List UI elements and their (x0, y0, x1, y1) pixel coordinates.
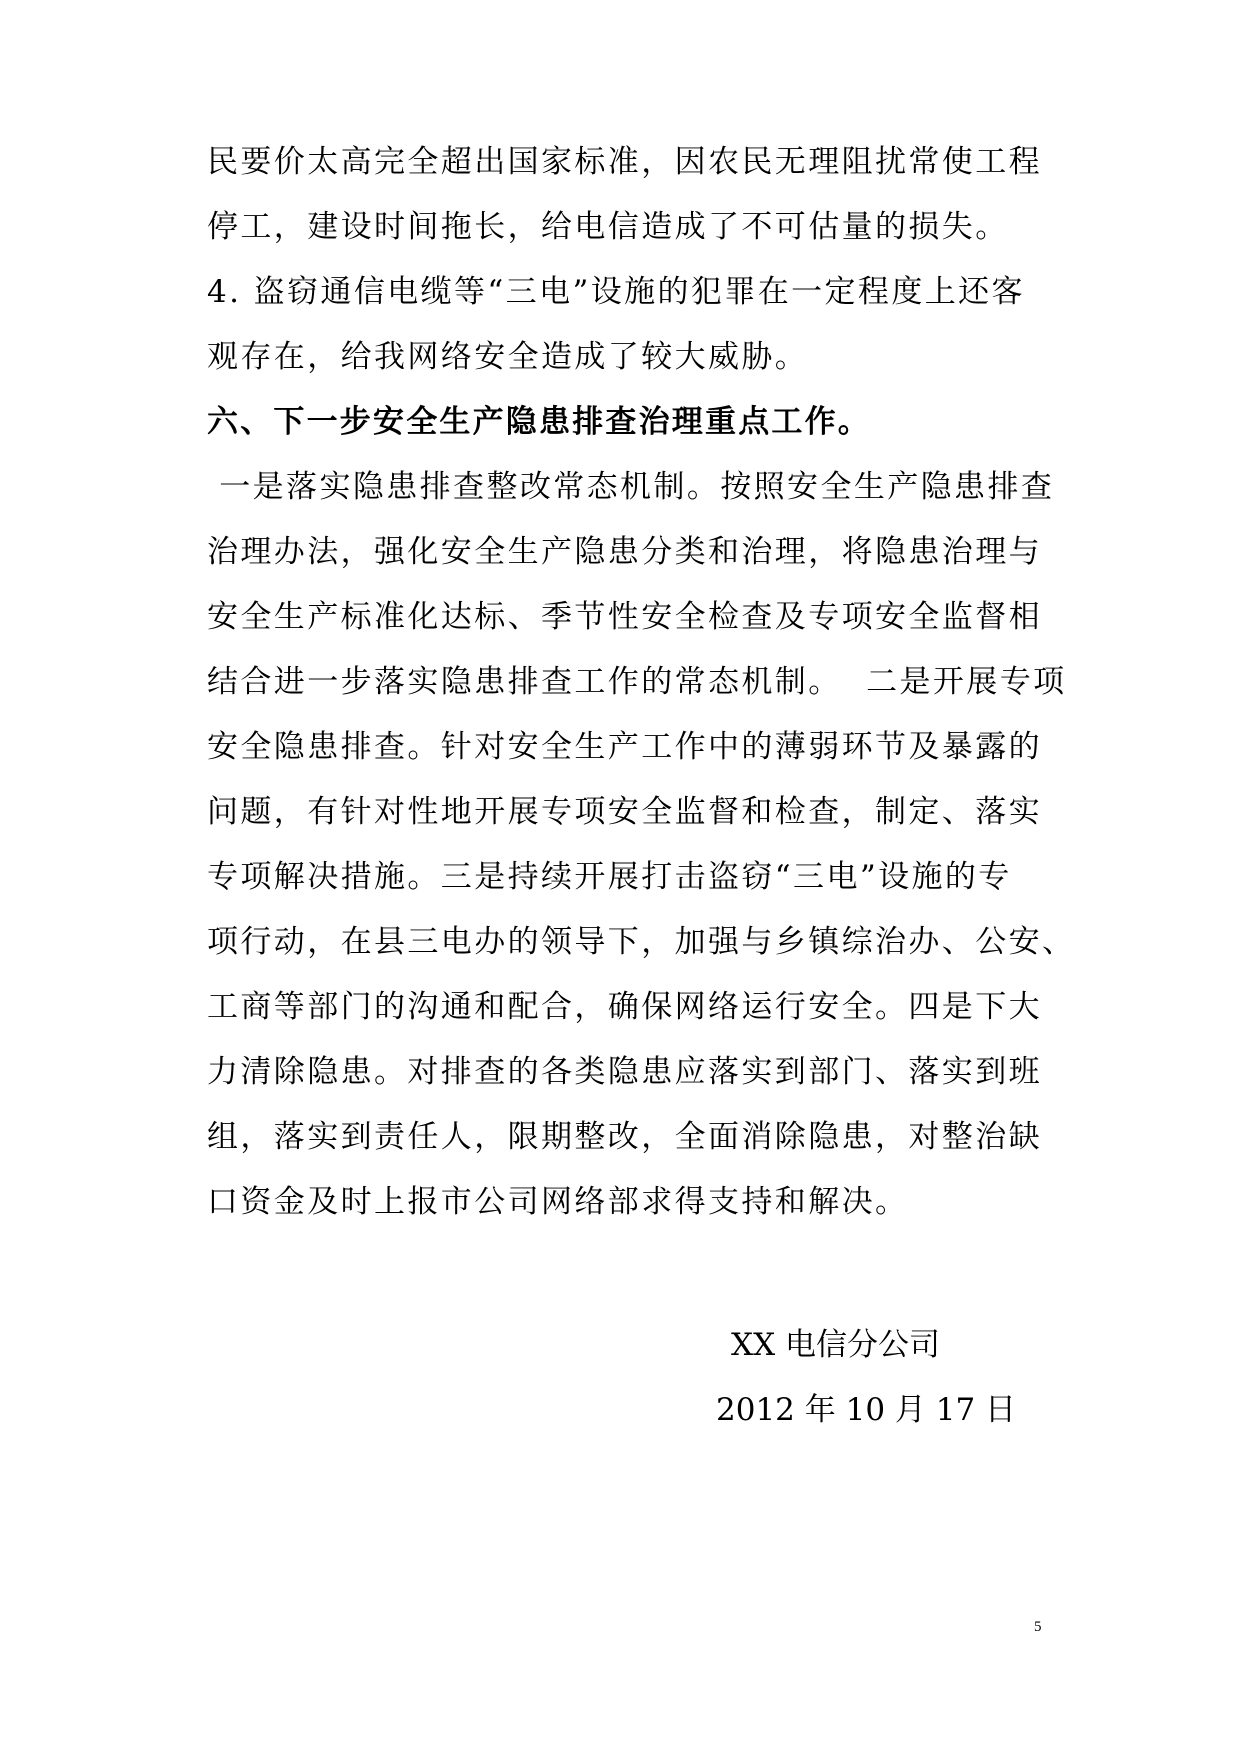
body-text-line: 问题，有针对性地开展专项安全监督和检查，制定、落实 (207, 794, 1042, 830)
body-text-line: 治理办法，强化安全生产隐患分类和治理，将隐患治理与 (207, 534, 1042, 570)
signature-date: 2012 年 10 月 17 日 (716, 1392, 1017, 1428)
body-text-line: 4. 盗窃通信电缆等“三电”设施的犯罪在一定程度上还客 (207, 274, 1025, 310)
body-text-line: 一是落实隐患排查整改常态机制。按照安全生产隐患排查 (207, 469, 1055, 505)
body-text-line: 安全隐患排查。针对安全生产工作中的薄弱环节及暴露的 (207, 729, 1042, 765)
body-text-line: 组，落实到责任人，限期整改，全面消除隐患，对整治缺 (207, 1119, 1042, 1155)
signature-company: XX 电信分公司 (731, 1327, 940, 1363)
body-text-line: 项行动，在县三电办的领导下，加强与乡镇综治办、公安、 (207, 924, 1076, 960)
body-text-line: 民要价太高完全超出国家标准，因农民无理阻扰常使工程 (207, 144, 1042, 180)
body-text-line: 停工，建设时间拖长，给电信造成了不可估量的损失。 (207, 209, 1009, 245)
section-heading: 六、下一步安全生产隐患排查治理重点工作。 (207, 404, 871, 440)
body-text-line: 力清除隐患。对排查的各类隐患应落实到部门、落实到班 (207, 1054, 1042, 1090)
body-text-line: 专项解决措施。三是持续开展打击盗窃“三电”设施的专 (207, 859, 1012, 895)
body-text-line: 口资金及时上报市公司网络部求得支持和解决。 (207, 1184, 909, 1220)
body-text-line: 结合进一步落实隐患排查工作的常态机制。 二是开展专项 (207, 664, 1067, 700)
body-text-line: 观存在，给我网络安全造成了较大威胁。 (207, 339, 809, 375)
page-number: 5 (1034, 1619, 1042, 1635)
body-text-line: 工商等部门的沟通和配合，确保网络运行安全。四是下大 (207, 989, 1042, 1025)
body-text-line: 安全生产标准化达标、季节性安全检查及专项安全监督相 (207, 599, 1042, 635)
